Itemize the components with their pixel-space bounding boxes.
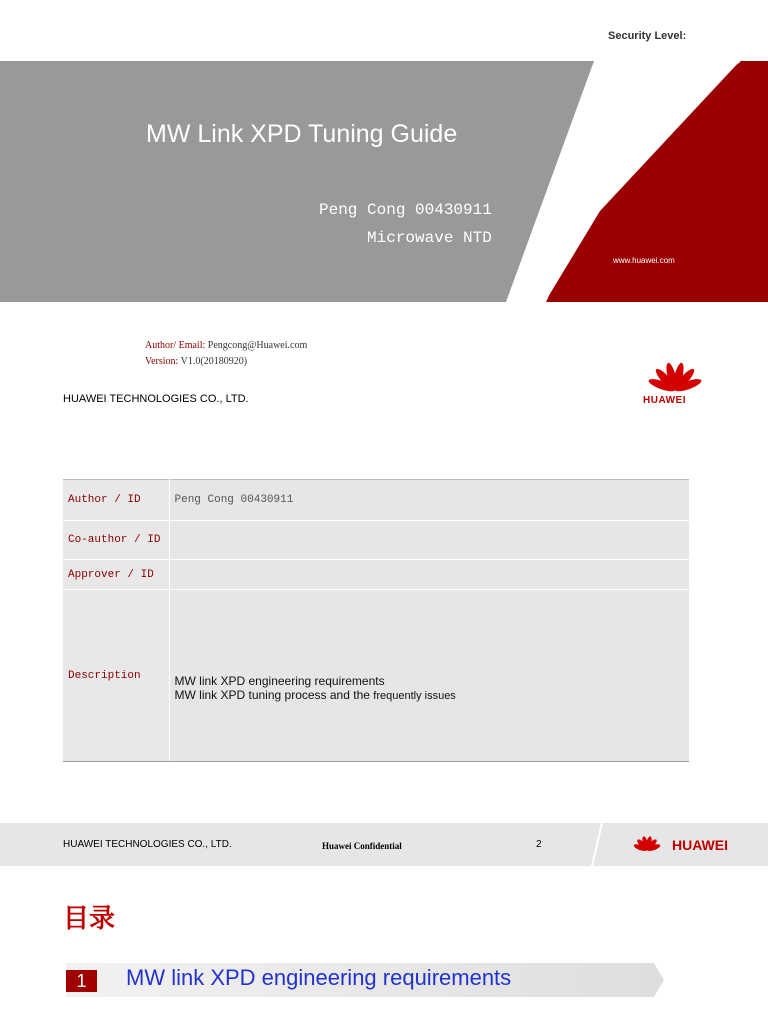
toc-heading: 目录	[63, 903, 116, 933]
approver-id-label: Approver / ID	[63, 560, 169, 590]
approver-id-value	[169, 560, 689, 590]
document-info-table	[63, 479, 689, 762]
version-value: V1.0(20180920)	[180, 356, 248, 367]
version-line	[145, 356, 247, 367]
toc-item-number: 1	[66, 970, 97, 992]
footer-company-name: HUAWEI TECHNOLOGIES CO., LTD.	[63, 839, 232, 850]
footer-separator	[590, 823, 610, 866]
description-value	[169, 590, 689, 762]
description-line-1: MW link XPD engineering requirements	[174, 673, 385, 688]
version-label: Version:	[145, 356, 179, 367]
table-row	[63, 480, 689, 521]
description-line-2	[175, 688, 690, 702]
document-title: MW Link XPD Tuning Guide	[146, 120, 458, 148]
author-id-value: Peng Cong 00430911	[169, 480, 689, 521]
author-id-label: Author / ID	[63, 480, 169, 521]
table-row	[63, 521, 689, 560]
coauthor-id-label: Co-author / ID	[63, 521, 169, 560]
toc-item-text[interactable]: MW link XPD engineering requirements	[126, 965, 512, 990]
coauthor-id-value	[169, 521, 689, 560]
banner-author: Peng Cong 00430911	[319, 201, 492, 219]
author-email-label: Author/ Email:	[145, 340, 206, 351]
page-number: 2	[536, 839, 542, 850]
huawei-logo-text: HUAWEI	[643, 395, 686, 406]
company-name: HUAWEI TECHNOLOGIES CO., LTD.	[63, 393, 249, 405]
description-line-2-emphasis: frequently issues	[373, 689, 456, 702]
table-row	[63, 590, 689, 762]
author-email-value: Pengcong@Huawei.com	[207, 340, 308, 351]
website-url[interactable]: www.huawei.com	[613, 256, 675, 265]
footer-logo-text: HUAWEI	[672, 837, 728, 853]
page-footer	[0, 823, 768, 866]
title-banner	[0, 61, 768, 302]
toc-item[interactable]	[66, 963, 666, 997]
description-line-2-text: MW link XPD tuning process and the	[174, 687, 374, 702]
author-email-line	[145, 340, 307, 351]
security-level-label: Security Level:	[608, 30, 687, 42]
banner-background	[0, 61, 768, 302]
description-label: Description	[63, 590, 169, 762]
huawei-flower-icon	[628, 833, 666, 857]
banner-department: Microwave NTD	[367, 229, 492, 247]
confidential-label: Huawei Confidential	[322, 841, 402, 851]
table-row	[63, 560, 689, 590]
